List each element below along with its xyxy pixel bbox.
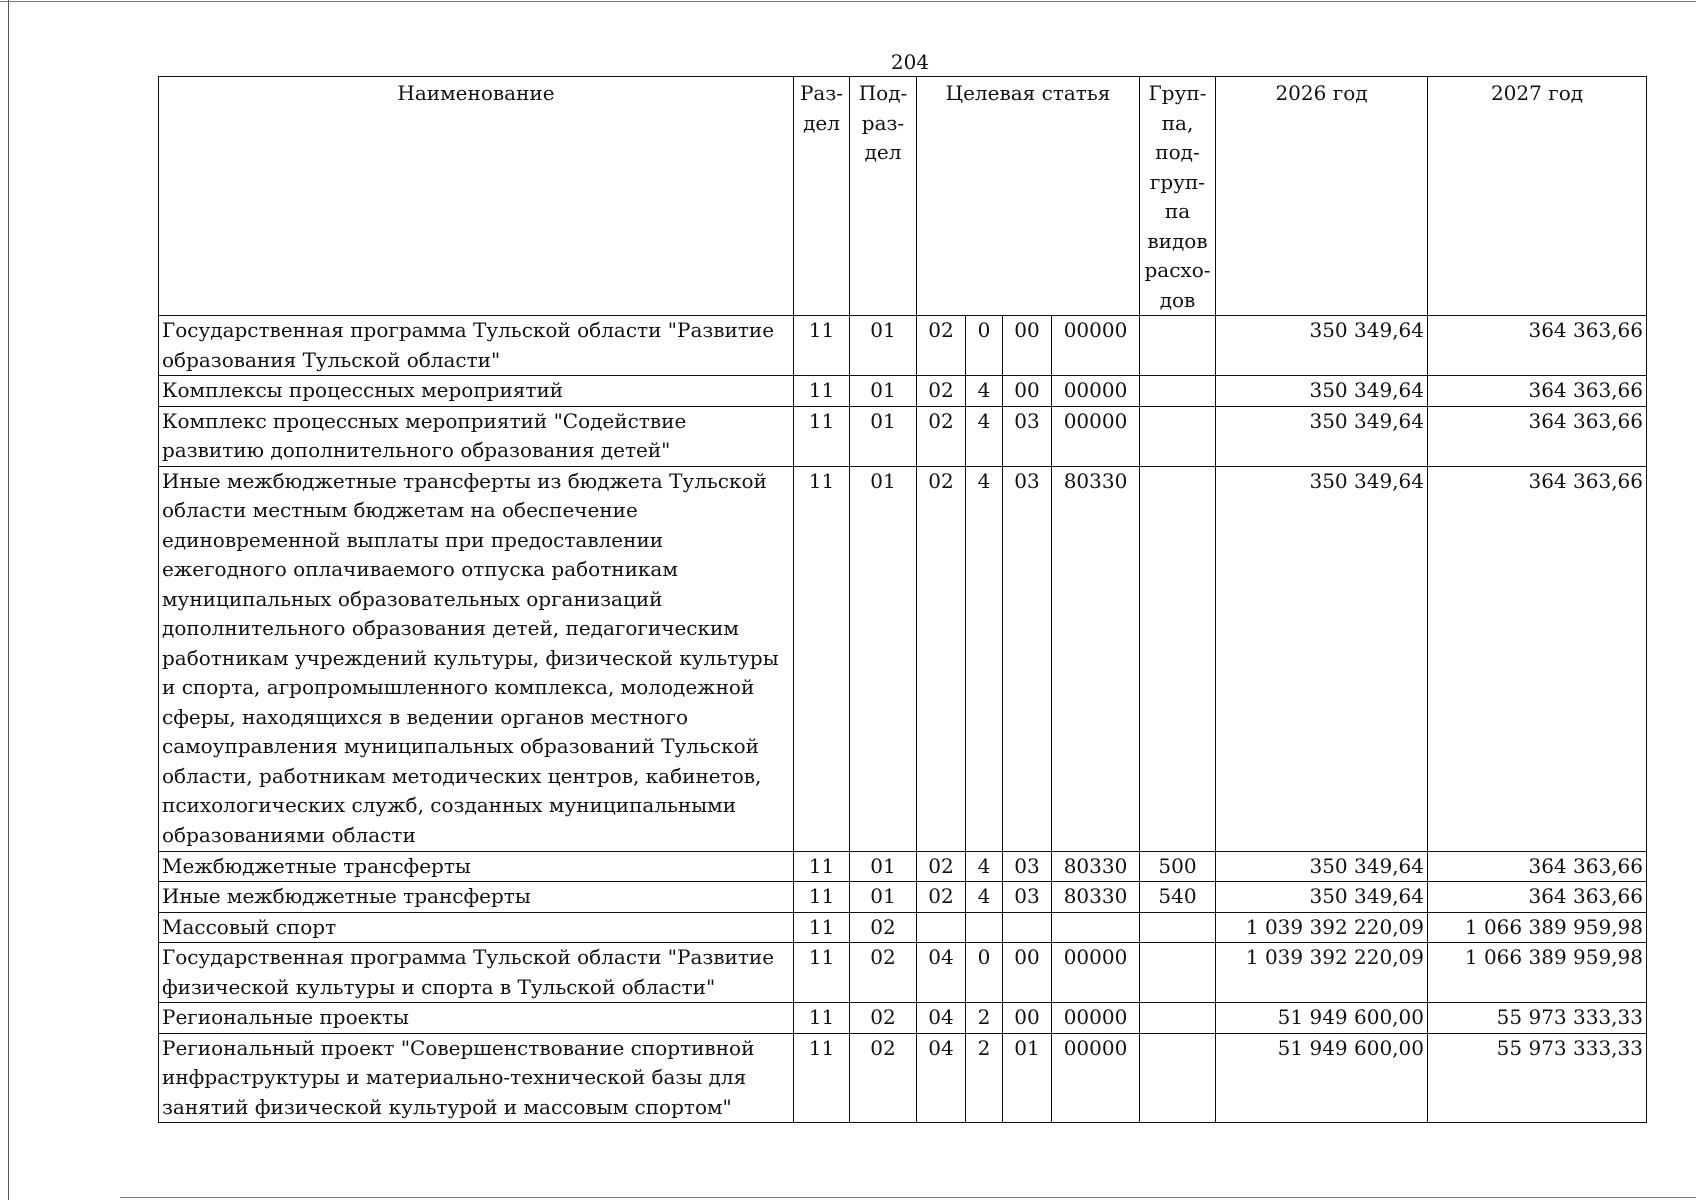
cell-target-direction: 00000 [1052, 1003, 1140, 1034]
cell-podrazdel: 01 [850, 851, 917, 882]
cell-expense-group [1140, 1003, 1216, 1034]
cell-target-type: 0 [966, 943, 1003, 1003]
table-row [159, 1033, 1647, 1123]
cell-name: Массовый спорт [159, 912, 794, 943]
cell-target-subtype: 03 [1003, 851, 1052, 882]
cell-target-subtype: 01 [1003, 1033, 1052, 1123]
cell-amount-2027: 1 066 389 959,98 [1428, 943, 1647, 1003]
cell-expense-group [1140, 912, 1216, 943]
cell-amount-2027: 364 363,66 [1428, 376, 1647, 407]
table-header-row [159, 77, 1647, 316]
cell-razdel: 11 [794, 1003, 850, 1034]
cell-target-direction: 00000 [1052, 406, 1140, 466]
column-header-expense-group: Груп- па, под- груп- па видов расхо- дов [1140, 77, 1216, 316]
cell-target-direction: 80330 [1052, 466, 1140, 851]
cell-razdel: 11 [794, 406, 850, 466]
cell-podrazdel: 01 [850, 466, 917, 851]
table-row [159, 943, 1647, 1003]
cell-expense-group [1140, 406, 1216, 466]
cell-target-program: 02 [917, 466, 966, 851]
page-edge-top [0, 1, 1696, 2]
table-row [159, 406, 1647, 466]
cell-expense-group [1140, 316, 1216, 376]
cell-amount-2026: 51 949 600,00 [1216, 1033, 1428, 1123]
cell-target-program: 02 [917, 851, 966, 882]
table-row [159, 1003, 1647, 1034]
cell-target-type: 4 [966, 882, 1003, 913]
cell-target-program: 04 [917, 1033, 966, 1123]
cell-name: Государственная программа Тульской области "Развитие физической культуры и спорта в Тульской области" [159, 943, 794, 1003]
cell-razdel: 11 [794, 912, 850, 943]
cell-amount-2026: 1 039 392 220,09 [1216, 912, 1428, 943]
cell-name: Комплекс процессных мероприятий "Содействие развитию дополнительного образования детей" [159, 406, 794, 466]
table-row [159, 912, 1647, 943]
cell-amount-2027: 55 973 333,33 [1428, 1033, 1647, 1123]
cell-name: Иные межбюджетные трансферты из бюджета Тульской области местным бюджетам на обеспечение единовременной выплаты при предоставлении ежегодного оплачиваемого отпуска работникам муниципальных образовательных организаций дополнительного образования детей, педагогическим работникам учреждений культуры, физической культуры и спорта, агропромышленного комплекса, молодежной сферы, находящихся в ведении органов местного самоуправления муниципальных образований Тульской области, работникам методических центров, кабинетов, психологических служб, созданных муниципальными образованиями области [159, 466, 794, 851]
cell-target-subtype: 03 [1003, 406, 1052, 466]
cell-podrazdel: 02 [850, 1033, 917, 1123]
cell-target-type: 4 [966, 406, 1003, 466]
cell-amount-2026: 1 039 392 220,09 [1216, 943, 1428, 1003]
cell-podrazdel: 01 [850, 882, 917, 913]
budget-table [158, 76, 1647, 1123]
cell-razdel: 11 [794, 851, 850, 882]
cell-expense-group [1140, 943, 1216, 1003]
cell-expense-group [1140, 1033, 1216, 1123]
cell-target-subtype: 00 [1003, 943, 1052, 1003]
cell-target-subtype: 00 [1003, 1003, 1052, 1034]
column-header-razdel: Раз- дел [794, 77, 850, 316]
cell-target-direction [1052, 912, 1140, 943]
table-row [159, 466, 1647, 851]
cell-name: Иные межбюджетные трансферты [159, 882, 794, 913]
cell-name: Межбюджетные трансферты [159, 851, 794, 882]
cell-name: Государственная программа Тульской области "Развитие образования Тульской области" [159, 316, 794, 376]
cell-target-subtype: 03 [1003, 882, 1052, 913]
cell-podrazdel: 01 [850, 316, 917, 376]
cell-name: Региональный проект "Совершенствование спортивной инфраструктуры и материально-технической базы для занятий физической культурой и массовым спортом" [159, 1033, 794, 1123]
cell-target-subtype: 00 [1003, 316, 1052, 376]
column-header-podrazdel: Под- раз- дел [850, 77, 917, 316]
table-row [159, 376, 1647, 407]
cell-name: Комплексы процессных мероприятий [159, 376, 794, 407]
page-edge-left [8, 0, 9, 1200]
cell-target-direction: 00000 [1052, 316, 1140, 376]
cell-razdel: 11 [794, 1033, 850, 1123]
cell-target-program: 04 [917, 1003, 966, 1034]
cell-expense-group: 540 [1140, 882, 1216, 913]
table-row [159, 316, 1647, 376]
cell-target-program: 02 [917, 406, 966, 466]
cell-amount-2027: 55 973 333,33 [1428, 1003, 1647, 1034]
cell-podrazdel: 01 [850, 376, 917, 407]
cell-target-type: 2 [966, 1003, 1003, 1034]
page-number: 204 [890, 50, 930, 74]
cell-amount-2026: 350 349,64 [1216, 376, 1428, 407]
cell-target-program: 02 [917, 882, 966, 913]
column-header-2027: 2027 год [1428, 77, 1647, 316]
column-header-2026: 2026 год [1216, 77, 1428, 316]
table-body [159, 316, 1647, 1123]
cell-expense-group [1140, 376, 1216, 407]
cell-target-type: 2 [966, 1033, 1003, 1123]
cell-amount-2027: 364 363,66 [1428, 316, 1647, 376]
cell-amount-2026: 350 349,64 [1216, 316, 1428, 376]
cell-podrazdel: 01 [850, 406, 917, 466]
cell-target-program: 02 [917, 376, 966, 407]
cell-amount-2026: 350 349,64 [1216, 466, 1428, 851]
cell-expense-group: 500 [1140, 851, 1216, 882]
cell-target-type: 4 [966, 466, 1003, 851]
cell-razdel: 11 [794, 376, 850, 407]
cell-razdel: 11 [794, 466, 850, 851]
cell-amount-2026: 350 349,64 [1216, 851, 1428, 882]
cell-amount-2027: 1 066 389 959,98 [1428, 912, 1647, 943]
cell-podrazdel: 02 [850, 912, 917, 943]
cell-expense-group [1140, 466, 1216, 851]
cell-target-direction: 00000 [1052, 376, 1140, 407]
cell-amount-2026: 350 349,64 [1216, 882, 1428, 913]
cell-target-program [917, 912, 966, 943]
column-header-target-article: Целевая статья [917, 77, 1140, 316]
cell-razdel: 11 [794, 882, 850, 913]
cell-amount-2027: 364 363,66 [1428, 882, 1647, 913]
cell-razdel: 11 [794, 943, 850, 1003]
table-row [159, 882, 1647, 913]
cell-amount-2026: 350 349,64 [1216, 406, 1428, 466]
cell-target-type [966, 912, 1003, 943]
cell-amount-2026: 51 949 600,00 [1216, 1003, 1428, 1034]
cell-target-subtype: 03 [1003, 466, 1052, 851]
table-row [159, 851, 1647, 882]
cell-amount-2027: 364 363,66 [1428, 851, 1647, 882]
cell-target-subtype [1003, 912, 1052, 943]
cell-target-direction: 00000 [1052, 1033, 1140, 1123]
cell-target-type: 0 [966, 316, 1003, 376]
column-header-name: Наименование [159, 77, 794, 316]
cell-target-direction: 80330 [1052, 851, 1140, 882]
cell-target-direction: 80330 [1052, 882, 1140, 913]
cell-target-program: 04 [917, 943, 966, 1003]
cell-podrazdel: 02 [850, 943, 917, 1003]
cell-amount-2027: 364 363,66 [1428, 466, 1647, 851]
page-edge-bottom [120, 1197, 1696, 1198]
cell-target-subtype: 00 [1003, 376, 1052, 407]
cell-razdel: 11 [794, 316, 850, 376]
cell-podrazdel: 02 [850, 1003, 917, 1034]
cell-amount-2027: 364 363,66 [1428, 406, 1647, 466]
cell-target-direction: 00000 [1052, 943, 1140, 1003]
cell-target-type: 4 [966, 376, 1003, 407]
cell-target-program: 02 [917, 316, 966, 376]
cell-name: Региональные проекты [159, 1003, 794, 1034]
cell-target-type: 4 [966, 851, 1003, 882]
